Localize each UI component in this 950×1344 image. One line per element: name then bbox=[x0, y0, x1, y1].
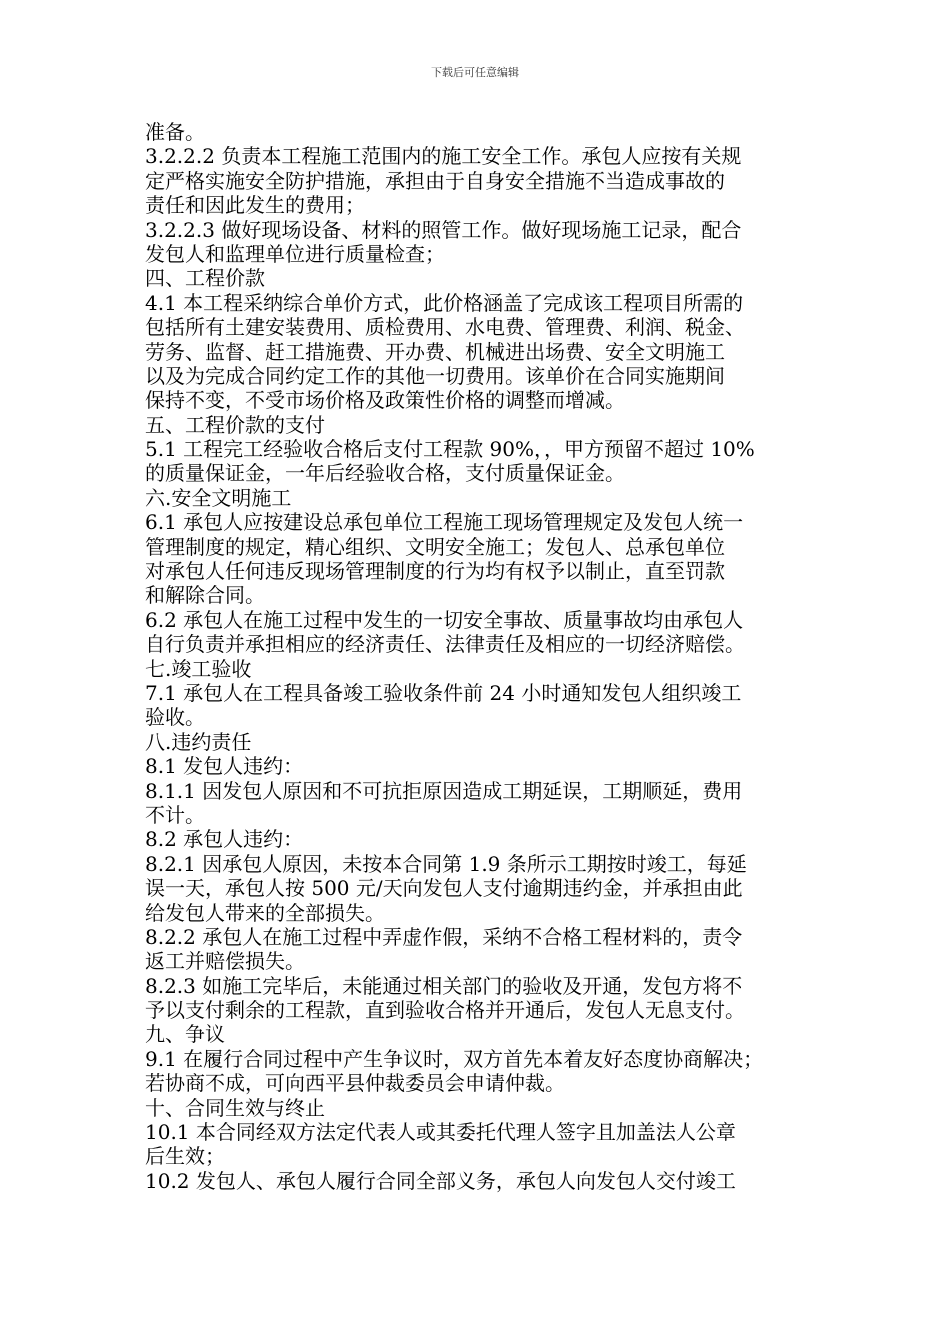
text-line: 6.1 承包人应按建设总承包单位工程施工现场管理规定及发包人统一 bbox=[145, 510, 744, 535]
text-line: 8.1.1 因发包人原因和不可抗拒原因造成工期延误，工期顺延，费用 bbox=[145, 778, 743, 803]
text-line: 9.1 在履行合同过程中产生争议时，双方首先本着友好态度协商解决； bbox=[145, 1046, 764, 1071]
text-line: 4.1 本工程采纳综合单价方式，此价格涵盖了完成该工程项目所需的 bbox=[145, 290, 744, 315]
text-line: 定严格实施安全防护措施，承担由于自身安全措施不当造成事故的 bbox=[145, 168, 725, 193]
text-line: 7.1 承包人在工程具备竣工验收条件前 24 小时通知发包人组织竣工 bbox=[145, 680, 742, 705]
section-heading: 五、工程价款的支付 bbox=[145, 412, 325, 437]
text-line: 5.1 工程完工经验收合格后支付工程款 90%，，甲方预留不超过 10% bbox=[145, 437, 755, 462]
text-line: 给发包人带来的全部损失。 bbox=[145, 900, 385, 925]
text-line: 发包人和监理单位进行质量检查； bbox=[145, 241, 445, 266]
text-line: 10.2 发包人、承包人履行合同全部义务，承包人向发包人交付竣工 bbox=[145, 1168, 736, 1193]
text-line: 验收。 bbox=[145, 705, 205, 730]
section-heading: 七.竣工验收 bbox=[145, 656, 252, 681]
text-line: 6.2 承包人在施工过程中发生的一切安全事故、质量事故均由承包人 bbox=[145, 607, 744, 632]
text-line: 8.2.1 因承包人原因，未按本合同第 1.9 条所示工期按时竣工，每延 bbox=[145, 851, 747, 876]
text-line: 劳务、监督、赶工措施费、开办费、机械进出场费、安全文明施工 bbox=[145, 339, 725, 364]
text-line: 责任和因此发生的费用； bbox=[145, 193, 365, 218]
section-heading: 八.违约责任 bbox=[145, 729, 252, 754]
page-header: 下载后可任意编辑 bbox=[431, 66, 519, 79]
text-line: 返工并赔偿损失。 bbox=[145, 949, 305, 974]
section-heading: 十、合同生效与终止 bbox=[145, 1095, 325, 1120]
section-heading: 九、争议 bbox=[145, 1022, 225, 1047]
text-line: 3.2.2.3 做好现场设备、材料的照管工作。做好现场施工记录，配合 bbox=[145, 217, 742, 242]
text-line: 误一天，承包人按 500 元/天向发包人支付逾期违约金，并承担由此 bbox=[145, 876, 743, 901]
text-line: 8.2.3 如施工完毕后，未能通过相关部门的验收及开通，发包方将不 bbox=[145, 973, 743, 998]
text-line: 3.2.2.2 负责本工程施工范围内的施工安全工作。承包人应按有关规 bbox=[145, 144, 742, 169]
text-line: 准备。 bbox=[145, 120, 205, 144]
document-body bbox=[145, 120, 810, 1193]
text-line: 10.1 本合同经双方法定代表人或其委托代理人签字且加盖法人公章 bbox=[145, 1120, 736, 1145]
text-line: 自行负责并承担相应的经济责任、法律责任及相应的一切经济赔偿。 bbox=[145, 632, 745, 657]
text-line: 对承包人任何违反现场管理制度的行为均有权予以制止，直至罚款 bbox=[145, 559, 725, 584]
text-line: 和解除合同。 bbox=[145, 583, 265, 608]
text-line: 保持不变，不受市场价格及政策性价格的调整而增减。 bbox=[145, 388, 625, 413]
section-heading: 六.安全文明施工 bbox=[145, 485, 292, 510]
text-line: 的质量保证金，一年后经验收合格，支付质量保证金。 bbox=[145, 461, 625, 486]
text-line: 管理制度的规定，精心组织、文明安全施工；发包人、总承包单位 bbox=[145, 534, 725, 559]
text-line: 8.2.2 承包人在施工过程中弄虚作假，采纳不合格工程材料的，责令 bbox=[145, 924, 743, 949]
text-line: 包括所有土建安装费用、质检费用、水电费、管理费、利润、税金、 bbox=[145, 315, 745, 340]
text-line: 后生效； bbox=[145, 1144, 225, 1169]
text-line: 若协商不成，可向西平县仲裁委员会申请仲裁。 bbox=[145, 1071, 565, 1096]
text-line: 8.2 承包人违约： bbox=[145, 827, 304, 852]
section-heading: 四、工程价款 bbox=[145, 266, 265, 291]
text-line: 8.1 发包人违约： bbox=[145, 754, 304, 779]
text-line: 予以支付剩余的工程款，直到验收合格并开通后，发包人无息支付。 bbox=[145, 998, 745, 1023]
text-line: 以及为完成合同约定工作的其他一切费用。该单价在合同实施期间 bbox=[145, 363, 725, 388]
text-line: 不计。 bbox=[145, 802, 205, 827]
